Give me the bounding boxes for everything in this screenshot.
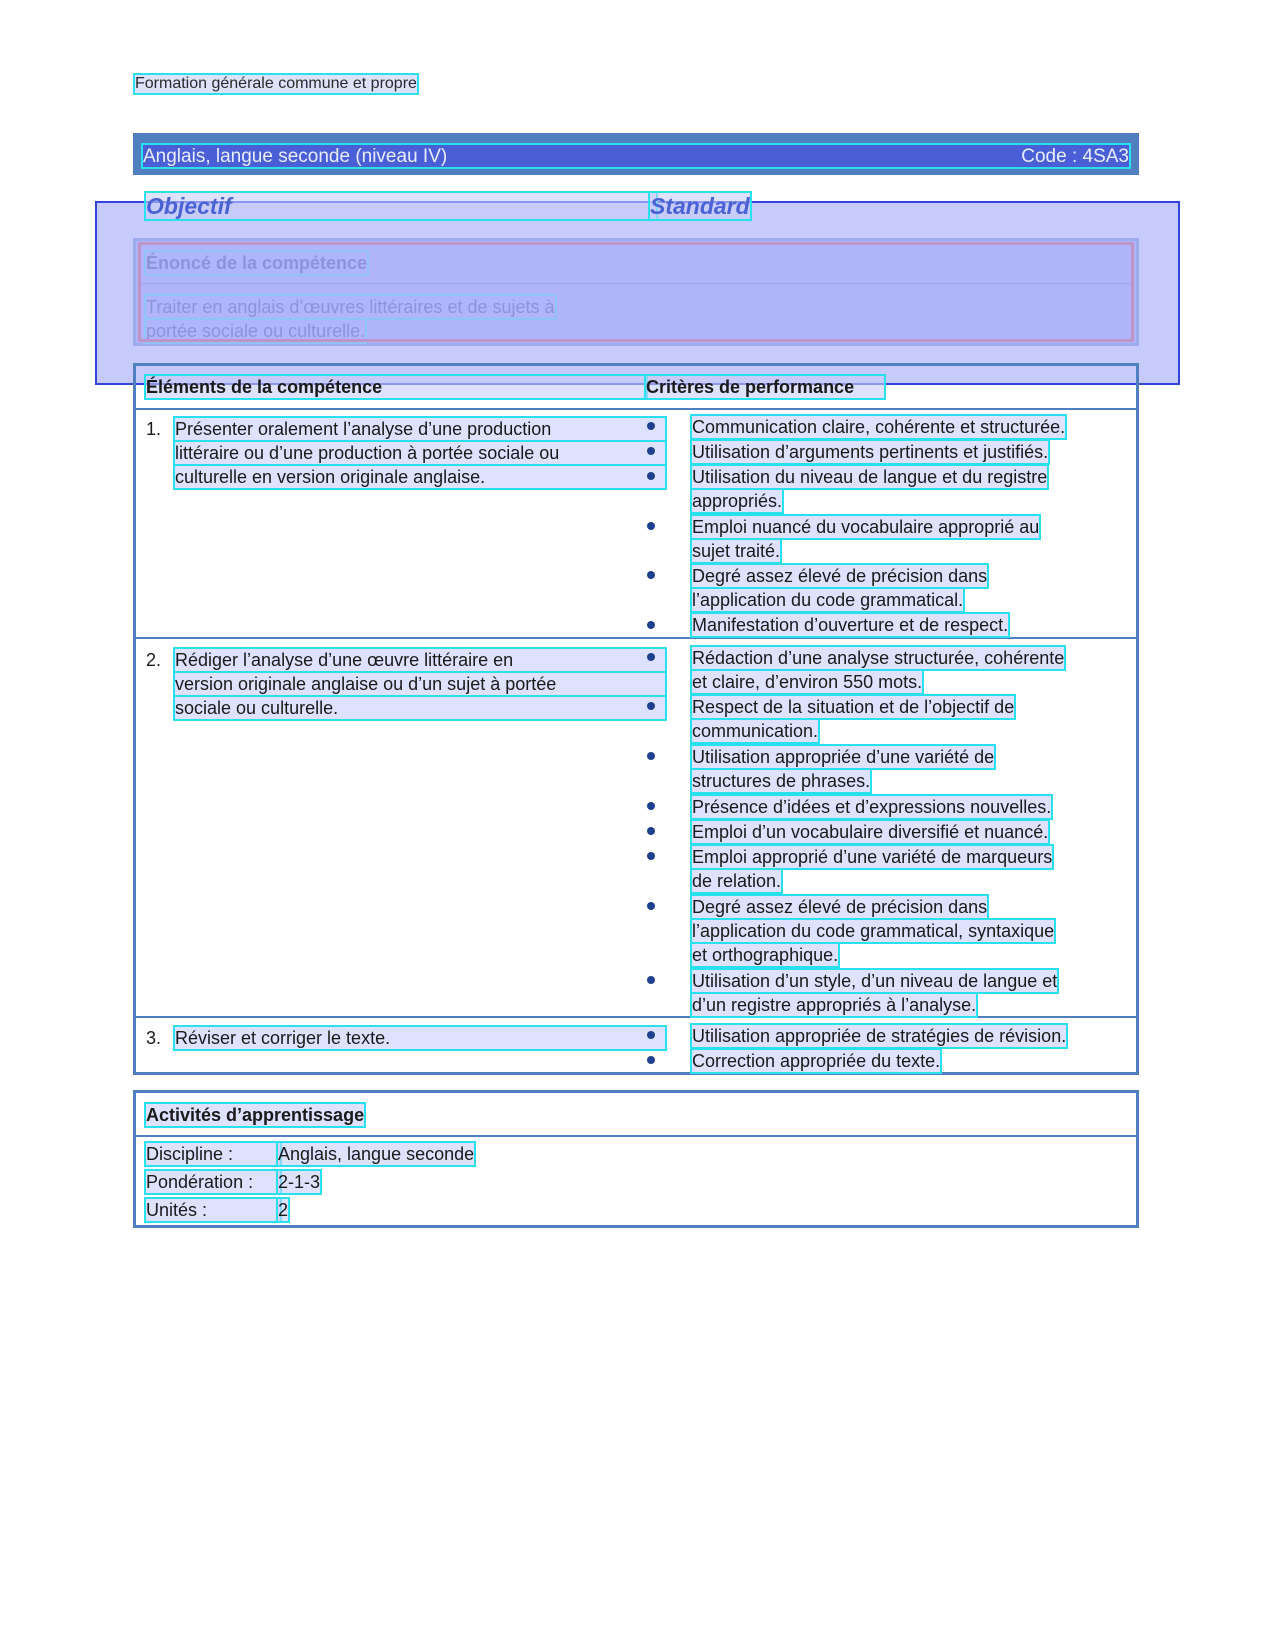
criterion-text-line: Utilisation appropriée d’une variété de [692,747,995,767]
criterion-text-line: d’un registre appropriés à l’analyse. [692,995,977,1015]
criterion-text-line: Degré assez élevé de précision dans [692,566,988,586]
criterion-text-line: Respect de la situation et de l’objectif de [692,697,1015,717]
ponderation-value: 2-1-3 [278,1172,321,1192]
criterion-text-line: structures de phrases. [692,771,871,791]
section-kicker: Formation générale commune et propre [135,75,417,92]
criterion-text-line: Manifestation d’ouverture et de respect. [692,615,1009,635]
criterion-text-line: Rédaction d’une analyse structurée, cohérente [692,648,1065,668]
course-title-bar [133,133,1139,175]
criterion-text-line: Présence d’idées et d’expressions nouvelles. [692,797,1052,817]
criterion-text-line: Utilisation appropriée de stratégies de révision. [692,1026,1067,1046]
activities-heading: Activités d’apprentissage [146,1105,365,1125]
criterion-bullet [647,621,655,629]
criterion-bullet [647,976,655,984]
criterion-text-line: Utilisation d’arguments pertinents et justifiés. [692,442,1049,462]
criterion-text-line: communication. [692,721,819,741]
table-row-divider [133,637,1139,639]
criterion-text-line: et orthographique. [692,945,839,965]
course-code: Code : 4SA3 [1021,146,1129,167]
ponderation-label: Pondération : [146,1171,280,1193]
criterion-text-line: de relation. [692,871,782,891]
element-number: 2. [146,650,162,670]
criterion-text-line: Correction appropriée du texte. [692,1051,941,1071]
objective-standard-overlay [95,201,1180,385]
criterion-bullet [647,1056,655,1064]
criterion-text-line: Utilisation du niveau de langue et du registre [692,467,1048,487]
element-text-line: Réviser et corriger le texte. [175,1027,665,1049]
table-row-divider [133,1016,1139,1018]
criterion-bullet [647,422,655,430]
element-text-line: culturelle en version originale anglaise. [175,466,665,488]
criterion-text-line: Utilisation d’un style, d’un niveau de langue et [692,971,1058,991]
discipline-value: Anglais, langue seconde [278,1144,475,1164]
unites-value: 2 [278,1200,289,1220]
criterion-bullet [647,802,655,810]
criterion-text-line: Communication claire, cohérente et structurée. [692,417,1066,437]
element-text-line: Présenter oralement l’analyse d’une production [175,418,665,440]
criterion-text-line: appropriés. [692,491,783,511]
unites-label: Unités : [146,1199,280,1221]
criterion-bullet [647,827,655,835]
criterion-bullet [647,1031,655,1039]
course-title: Anglais, langue seconde (niveau IV) [143,146,448,167]
element-text-line: Rédiger l’analyse d’une œuvre littéraire en [175,649,665,671]
criterion-text-line: l’application du code grammatical. [692,590,964,610]
criterion-bullet [647,522,655,530]
element-text-line: version originale anglaise ou d’un sujet à portée [175,673,665,695]
column-header-elements: Éléments de la compétence [146,376,646,398]
criterion-text-line: sujet traité. [692,541,781,561]
criterion-bullet [647,702,655,710]
column-header-criteres: Critères de performance [646,376,884,398]
criterion-text-line: Emploi d’un vocabulaire diversifié et nuancé. [692,822,1049,842]
criterion-bullet [647,653,655,661]
element-text-line: littéraire ou d’une production à portée sociale ou [175,442,665,464]
element-text-line: sociale ou culturelle. [175,697,665,719]
criterion-bullet [647,852,655,860]
criterion-bullet [647,752,655,760]
criterion-text-line: Degré assez élevé de précision dans [692,897,988,917]
discipline-label: Discipline : [146,1143,280,1165]
criterion-text-line: l’application du code grammatical, syntaxique [692,921,1055,941]
objectif-header: Objectif [146,193,656,219]
element-number: 3. [146,1028,162,1048]
criterion-text-line: et claire, d’environ 550 mots. [692,672,923,692]
element-number: 1. [146,419,162,439]
criterion-text-line: Emploi nuancé du vocabulaire approprié au [692,517,1040,537]
criterion-bullet [647,447,655,455]
activities-divider [133,1135,1139,1137]
criterion-bullet [647,571,655,579]
criterion-bullet [647,472,655,480]
criterion-text-line: Emploi approprié d’une variété de marqueurs [692,847,1053,867]
standard-header: Standard [650,193,750,219]
table-header-divider [133,408,1139,410]
criterion-bullet [647,902,655,910]
